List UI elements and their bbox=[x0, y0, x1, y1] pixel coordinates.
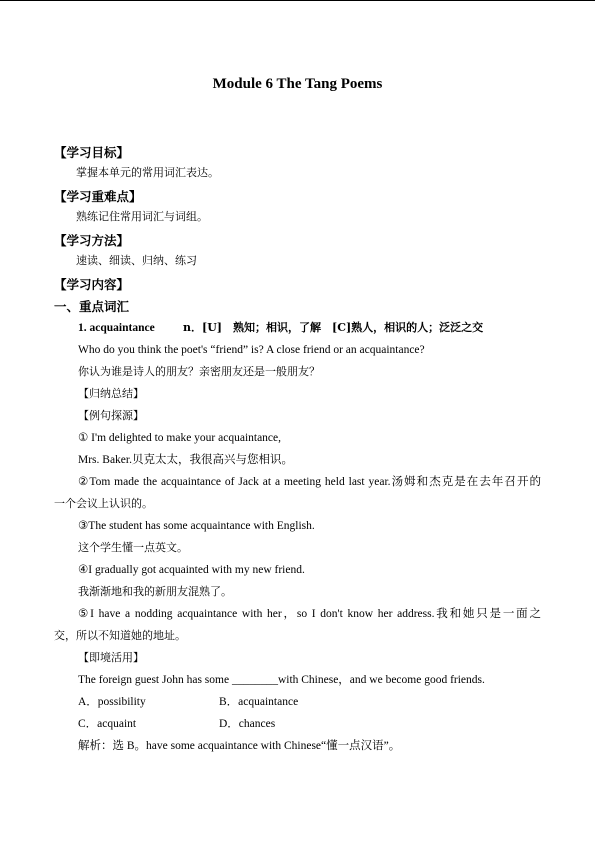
answer-explanation: 解析：选 B。have some acquaintance with Chinese“懂一点汉语”。 bbox=[78, 740, 401, 752]
option-a: A．possibility bbox=[78, 696, 146, 708]
section-goal-heading: 【学习目标】 bbox=[54, 145, 130, 160]
example-4-line-2: 我渐渐地和我的新朋友混熟了。 bbox=[78, 585, 232, 598]
headword: 1. acquaintance bbox=[78, 322, 155, 334]
example-5-line-1: ⑤I have a nodding acquaintance with her，so I don't know her address.我和她只是一面之 bbox=[78, 608, 541, 620]
section-method-heading: 【学习方法】 bbox=[54, 233, 130, 248]
practice-question: The foreign guest John has some ________with Chinese，and we become good friends. bbox=[78, 674, 485, 686]
top-rule bbox=[0, 0, 595, 1]
example-4-line-1: ④I gradually got acquainted with my new friend. bbox=[78, 564, 305, 576]
summary-label: 【归纳总结】 bbox=[78, 387, 144, 400]
example-en: Who do you think the poet's “friend” is? A close friend or an acquaintance? bbox=[78, 344, 425, 356]
example-zh: 你认为谁是诗人的朋友？亲密朋友还是一般朋友？ bbox=[78, 365, 320, 378]
section-key-text: 熟练记住常用词汇与词组。 bbox=[76, 210, 208, 223]
example-3-line-2: 这个学生懂一点英文。 bbox=[78, 541, 188, 554]
section-key-heading: 【学习重难点】 bbox=[54, 189, 142, 204]
page-title: Module 6 The Tang Poems bbox=[212, 76, 383, 92]
example-1-line-1: ① I'm delighted to make your acquaintance, bbox=[78, 432, 282, 444]
example-2-line-1: ②Tom made the acquaintance of Jack at a meeting held last year.汤姆和杰克是在去年召开的 bbox=[78, 476, 541, 488]
example-3-line-1: ③The student has some acquaintance with English. bbox=[78, 520, 315, 532]
section-vocab-heading: 一、重点词汇 bbox=[54, 299, 130, 314]
practice-label: 【即境活用】 bbox=[78, 651, 144, 664]
option-b: B．acquaintance bbox=[219, 696, 299, 708]
examples-label: 【例句探源】 bbox=[78, 409, 144, 422]
section-goal-text: 掌握本单元的常用词汇表达。 bbox=[76, 166, 219, 179]
example-5-line-2: 交，所以不知道她的地址。 bbox=[54, 629, 186, 642]
option-d: D．chances bbox=[219, 718, 276, 730]
example-2-line-2: 一个会议上认识的。 bbox=[54, 497, 153, 510]
option-c: C．acquaint bbox=[78, 718, 137, 730]
section-content-heading: 【学习内容】 bbox=[54, 277, 130, 292]
section-method-text: 速读、细读、归纳、练习 bbox=[76, 254, 197, 267]
headword-definition: n．[U] 熟知；相识，了解 [C]熟人，相识的人；泛泛之交 bbox=[183, 321, 484, 334]
example-1-line-2: Mrs. Baker.贝克太太，我很高兴与您相识。 bbox=[78, 454, 293, 466]
